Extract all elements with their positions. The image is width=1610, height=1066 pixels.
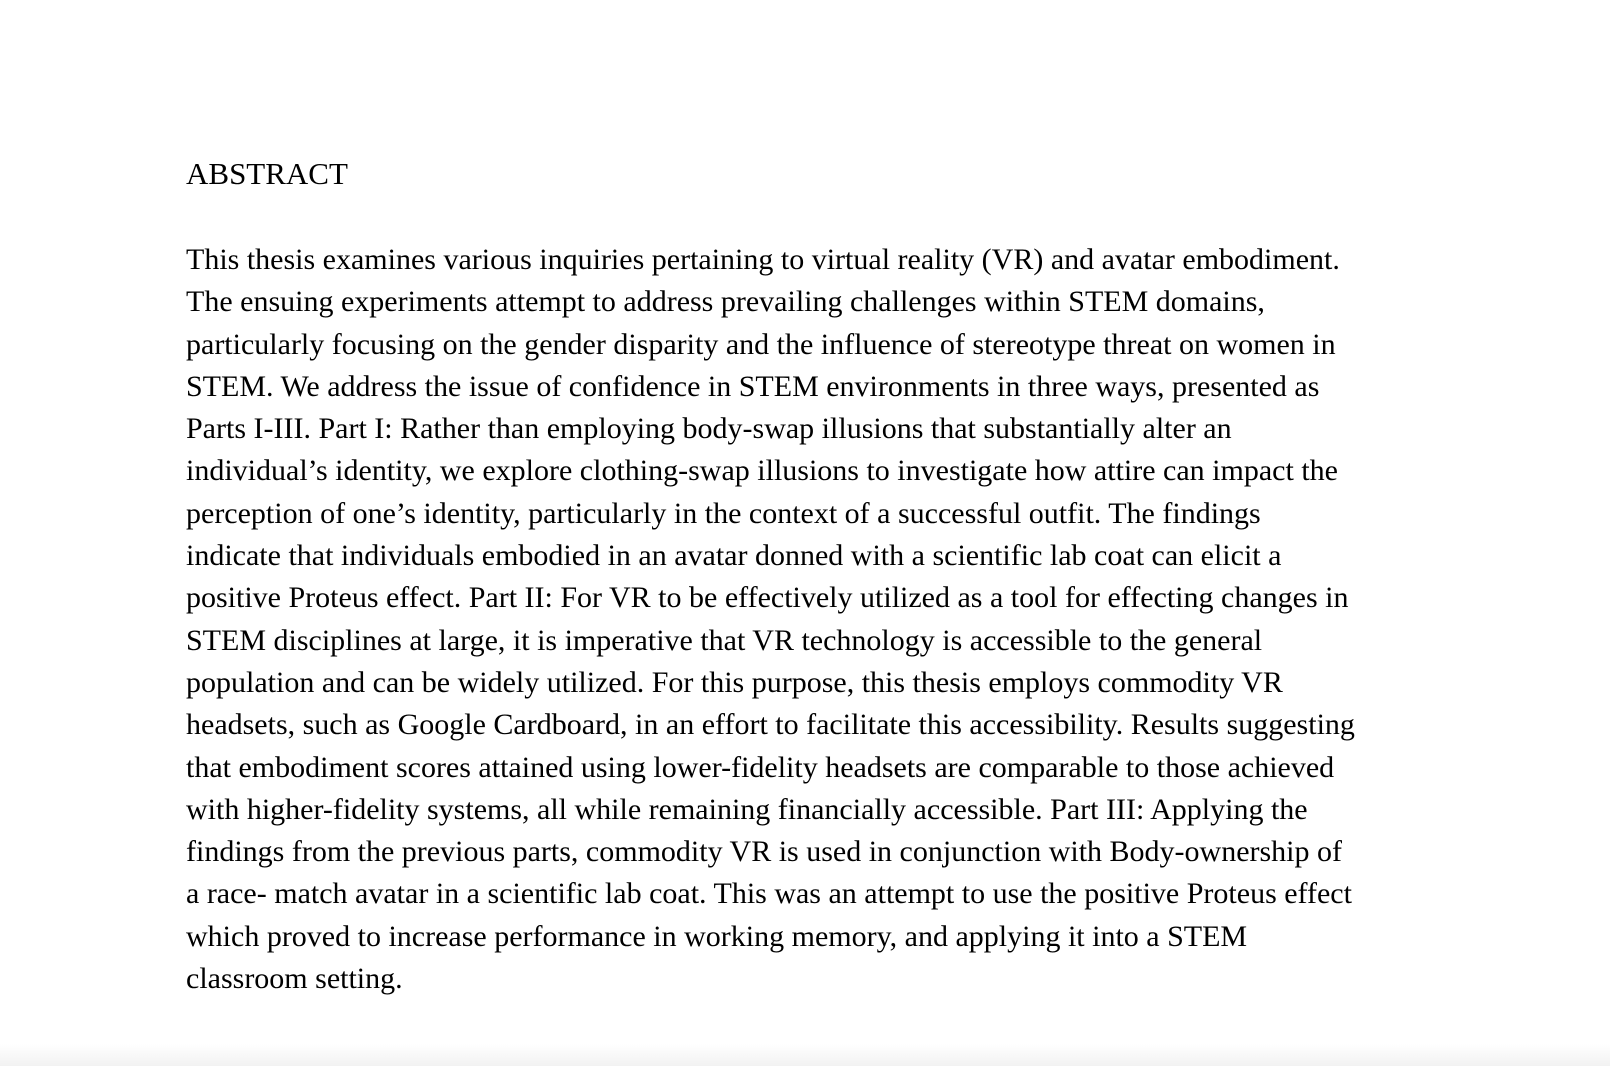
abstract-line: a race- match avatar in a scientific lab coat. This was an attempt to use the positive Proteus effect: [186, 877, 1352, 911]
abstract-line: The ensuing experiments attempt to address prevailing challenges within STEM domains,: [186, 285, 1265, 319]
page-bottom-edge: [0, 1044, 1610, 1066]
abstract-line: STEM disciplines at large, it is imperative that VR technology is accessible to the general: [186, 623, 1263, 657]
abstract-line: particularly focusing on the gender disparity and the influence of stereotype threat on women in: [186, 327, 1336, 361]
abstract-line: with higher-fidelity systems, all while remaining financially accessible. Part III: Applying the: [186, 792, 1308, 826]
abstract-line: classroom setting.: [186, 962, 403, 996]
abstract-body: [186, 239, 1355, 1000]
abstract-line: indicate that individuals embodied in an avatar donned with a scientific lab coat can elicit a: [186, 539, 1282, 573]
abstract-line: STEM. We address the issue of confidence in STEM environments in three ways, presented as: [186, 369, 1320, 403]
abstract-line: positive Proteus effect. Part II: For VR to be effectively utilized as a tool for effecting changes in: [186, 581, 1349, 615]
abstract-line: that embodiment scores attained using lower-fidelity headsets are comparable to those achieved: [186, 750, 1335, 784]
abstract-line: which proved to increase performance in working memory, and applying it into a STEM: [186, 919, 1248, 953]
abstract-line: This thesis examines various inquiries pertaining to virtual reality (VR) and avatar embodiment.: [186, 243, 1340, 276]
abstract-line: Parts I-III. Part I: Rather than employing body-swap illusions that substantially alter an: [186, 412, 1232, 446]
abstract-line: perception of one’s identity, particularly in the context of a successful outfit. The findings: [186, 496, 1261, 530]
abstract-line: population and can be widely utilized. For this purpose, this thesis employs commodity VR: [186, 665, 1283, 699]
abstract-heading: ABSTRACT: [186, 156, 348, 191]
abstract-line: findings from the previous parts, commodity VR is used in conjunction with Body-ownership of: [186, 835, 1342, 869]
abstract-line: individual’s identity, we explore clothing-swap illusions to investigate how attire can impact the: [186, 454, 1338, 488]
abstract-line: headsets, such as Google Cardboard, in an effort to facilitate this accessibility. Results suggesting: [186, 708, 1355, 742]
